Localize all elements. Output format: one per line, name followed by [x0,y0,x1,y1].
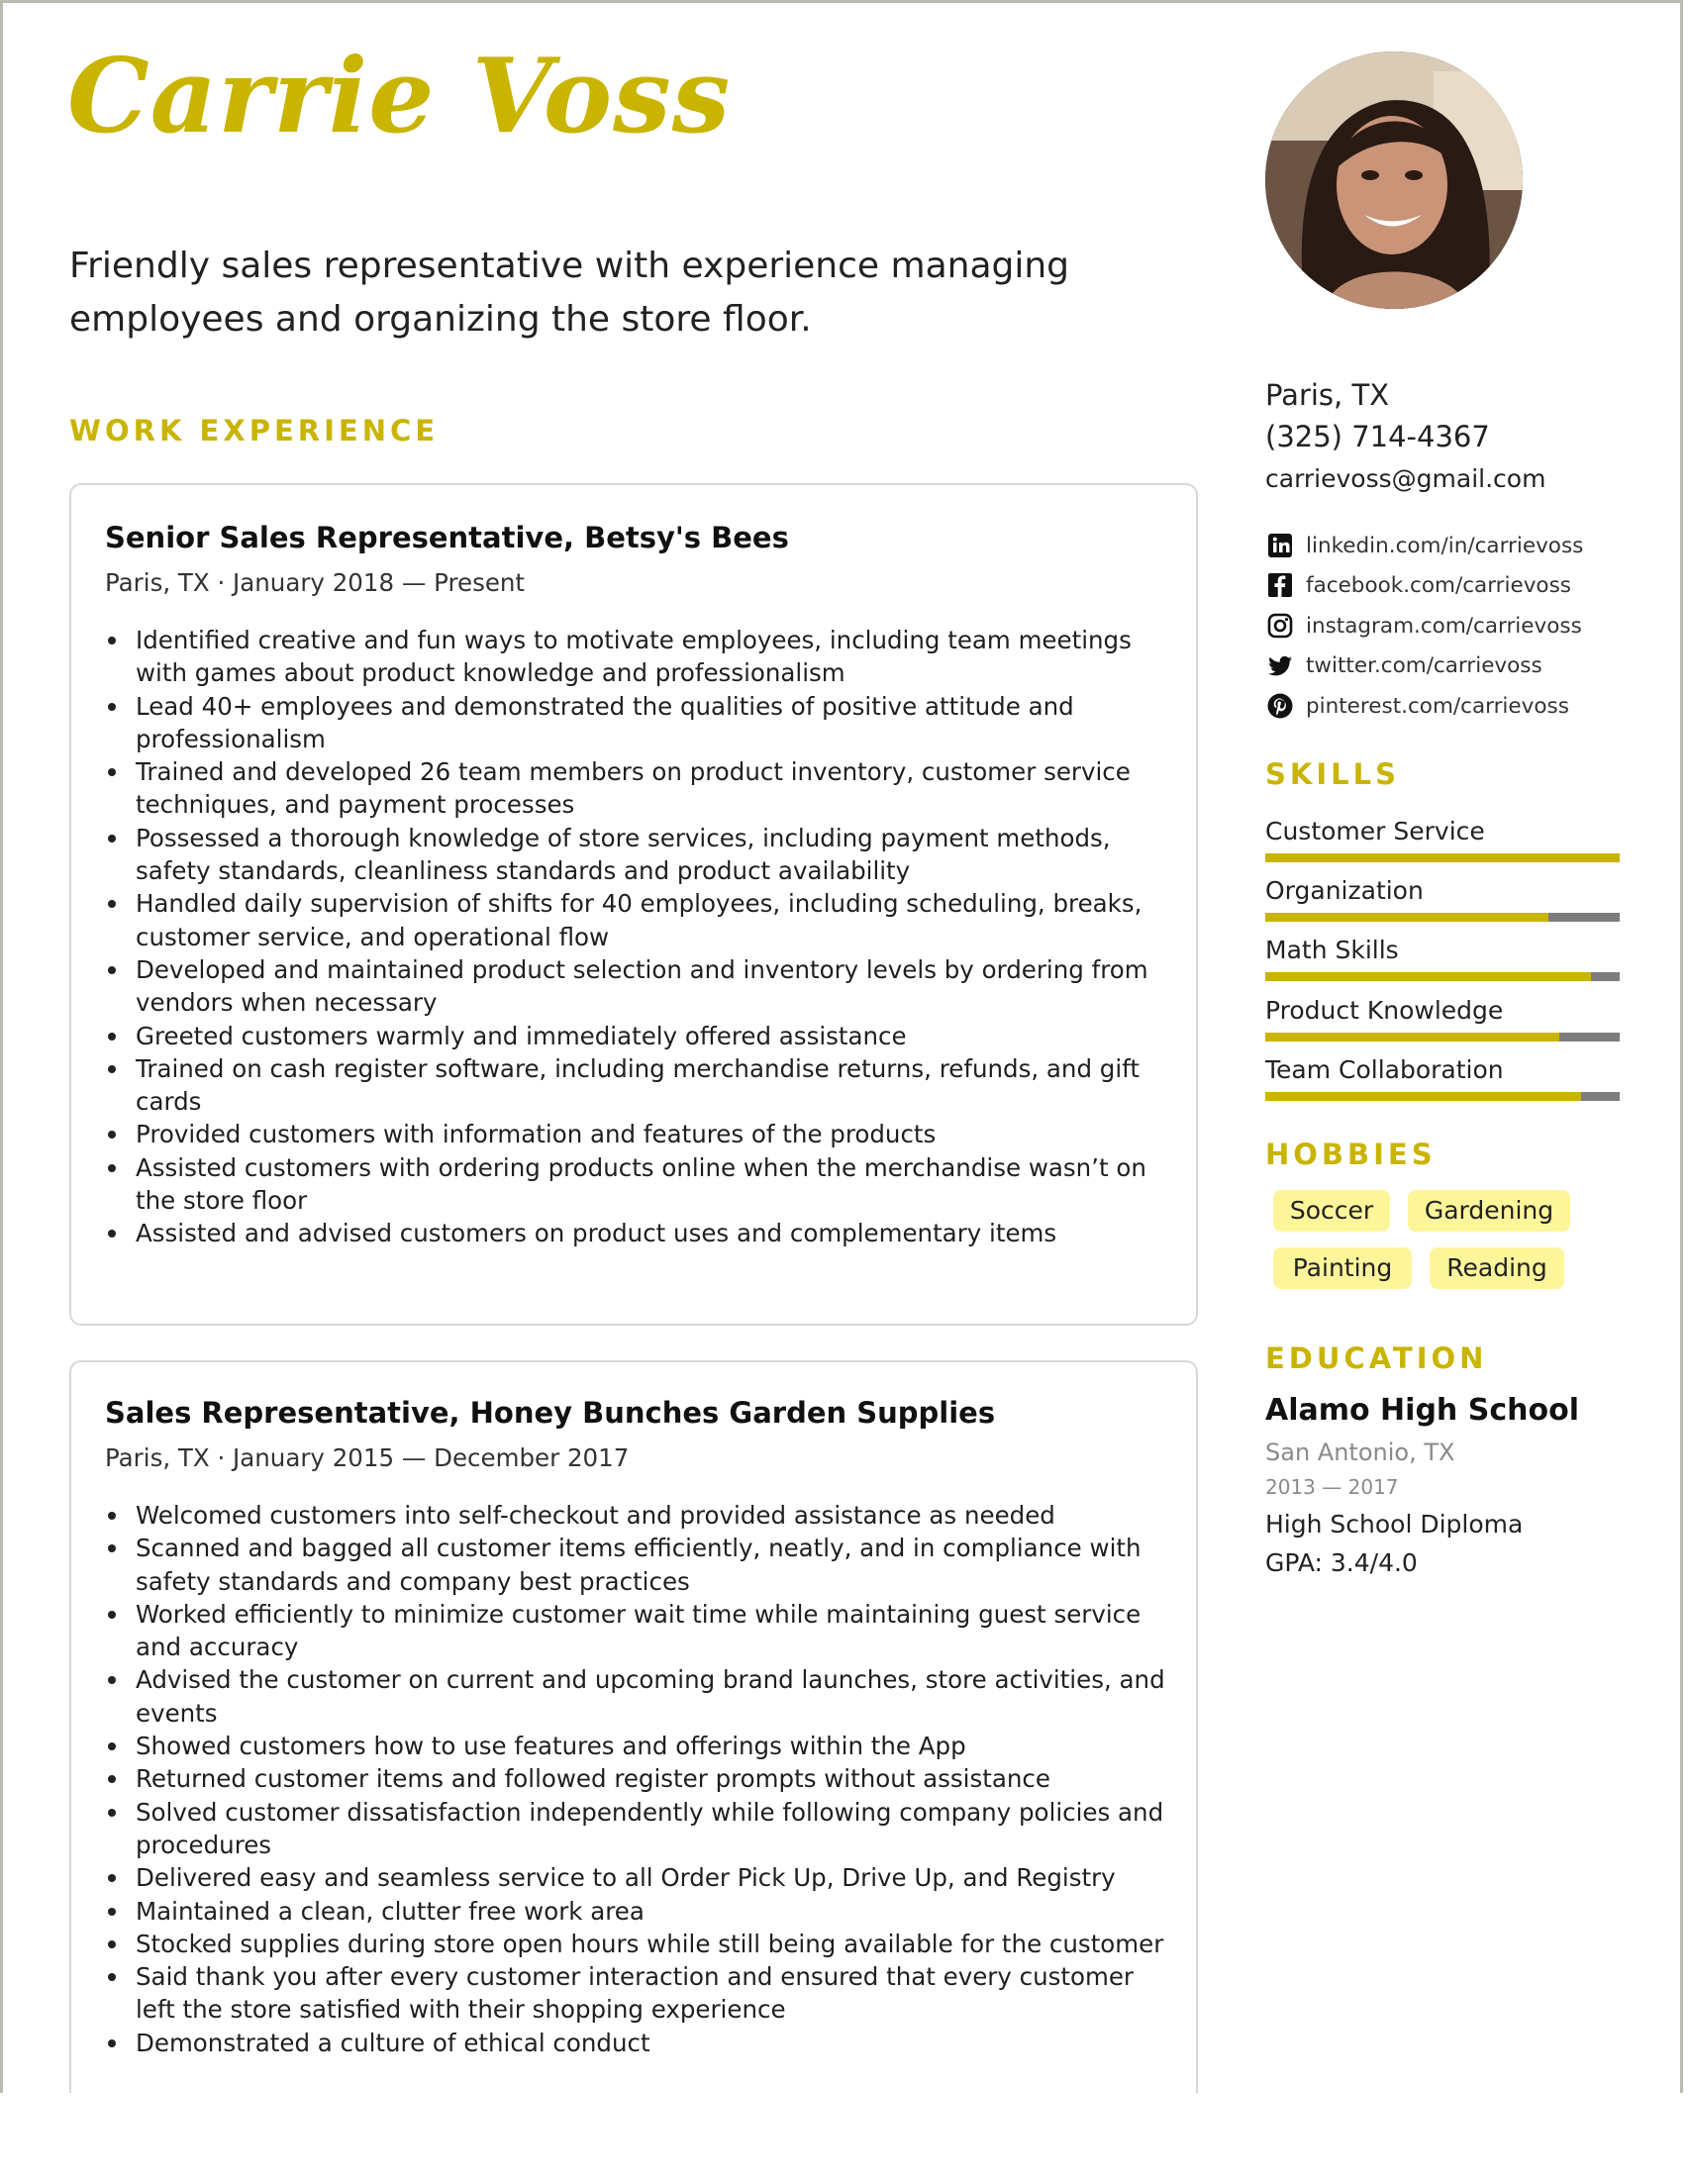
skill-label: Organization [1265,876,1424,905]
job-bullet: Lead 40+ employees and demonstrated the qualities of positive attitude and professionalism [105,690,1166,756]
skill-bar [1265,853,1620,862]
section-title-hobbies: HOBBIES [1265,1138,1437,1171]
facebook-icon [1265,570,1295,600]
education-gpa: GPA: 3.4/4.0 [1265,1548,1418,1577]
contact-phone: (325) 714-4367 [1265,420,1490,453]
job-bullet: Worked efficiently to minimize customer wait time while maintaining guest service and accuracy [105,1598,1166,1664]
skill-bar [1265,1033,1620,1042]
job-title: Sales Representative, Honey Bunches Garden Supplies [105,1396,996,1430]
twitter-icon [1265,650,1295,680]
skill-label: Math Skills [1265,936,1399,964]
job-bullet: Showed customers how to use features and offerings within the App [105,1730,1166,1762]
job-card-1 [69,483,1198,1326]
education-school: Alamo High School [1265,1393,1579,1428]
summary-text: Friendly sales representative with experience managing employees and organizing the store floor. [69,246,1070,340]
job-bullet: Scanned and bagged all customer items efficiently, neatly, and in compliance with safety standards and company best practices [105,1532,1166,1598]
job-bullet: Delivered easy and seamless service to all Order Pick Up, Drive Up, and Registry [105,1861,1166,1894]
social-link-text: linkedin.com/in/carrievoss [1306,534,1584,558]
section-title-education: EDUCATION [1265,1341,1488,1375]
section-title-work-experience: WORK EXPERIENCE [69,414,440,447]
skill-bar [1265,913,1620,922]
skill-fill [1265,1033,1559,1042]
job-bullet: Developed and maintained product selection and inventory levels by ordering from vendors when necessary [105,953,1166,1020]
job-bullet: Assisted and advised customers on product uses and complementary items [105,1217,1166,1249]
skill-bar [1265,972,1620,981]
skill-label: Team Collaboration [1265,1055,1504,1084]
skill-bar [1265,1092,1620,1101]
job-bullet: Provided customers with information and features of the products [105,1118,1166,1150]
job-bullet: Possessed a thorough knowledge of store services, including payment methods, safety standards, cleanliness standards and product availability [105,822,1166,888]
job-bullet: Handled daily supervision of shifts for 40 employees, including scheduling, breaks, customer service, and operational flow [105,887,1166,953]
job-bullet: Said thank you after every customer interaction and ensured that every customer left the store satisfied with their shopping experience [105,1960,1166,2027]
profile-photo-image [1265,51,1523,309]
job-bullets [105,624,1166,1250]
pinterest-icon [1265,691,1295,721]
profile-photo [1265,51,1523,309]
job-bullet: Trained on cash register software, including merchandise returns, refunds, and gift cards [105,1052,1166,1119]
skill-label: Customer Service [1265,817,1485,845]
job-meta: Paris, TX · January 2018 — Present [105,568,526,597]
job-bullet: Advised the customer on current and upcoming brand launches, store activities, and events [105,1663,1166,1730]
job-bullet: Identified creative and fun ways to motivate employees, including team meetings with games about product knowledge and professionalism [105,624,1166,690]
skill-fill [1265,913,1548,922]
job-bullet: Welcomed customers into self-checkout and provided assistance as needed [105,1499,1166,1532]
job-meta: Paris, TX · January 2015 — December 2017 [105,1443,630,1472]
job-card-2 [69,1360,1198,2152]
job-bullet: Returned customer items and followed register prompts without assistance [105,1762,1166,1795]
skill-fill [1265,972,1591,981]
social-link-text: facebook.com/carrievoss [1306,573,1571,598]
linkedin-icon [1265,531,1295,560]
education-location: San Antonio, TX [1265,1439,1455,1466]
job-bullet: Solved customer dissatisfaction independently while following company policies and procedures [105,1796,1166,1862]
job-bullet: Greeted customers warmly and immediately offered assistance [105,1020,1166,1052]
education-years: 2013 — 2017 [1265,1475,1399,1499]
skill-fill [1265,853,1620,862]
job-bullet: Trained and developed 26 team members on product inventory, customer service techniques, and payment processes [105,755,1166,822]
job-bullets [105,1499,1166,2059]
page-bottom-mask [0,2093,1683,2178]
job-bullet: Maintained a clean, clutter free work area [105,1895,1166,1928]
job-title: Senior Sales Representative, Betsy's Bees [105,521,789,554]
hobby-chip: Reading [1430,1247,1564,1289]
candidate-name: Carrie Voss [67,35,732,156]
education-degree: High School Diploma [1265,1510,1524,1539]
job-bullet: Stocked supplies during store open hours while still being available for the customer [105,1928,1166,1960]
job-bullet: Demonstrated a culture of ethical conduct [105,2027,1166,2059]
skill-fill [1265,1092,1581,1101]
job-bullet: Assisted customers with ordering products online when the merchandise wasn’t on the store floor [105,1151,1166,1218]
section-title-skills: SKILLS [1265,757,1400,791]
contact-location: Paris, TX [1265,378,1390,412]
skill-label: Product Knowledge [1265,996,1504,1025]
instagram-icon [1265,611,1295,641]
social-link-text: twitter.com/carrievoss [1306,653,1542,678]
social-link-text: pinterest.com/carrievoss [1306,694,1569,719]
hobby-chip: Gardening [1408,1190,1570,1232]
contact-email[interactable]: carrievoss@gmail.com [1265,464,1546,493]
hobby-chip: Soccer [1273,1190,1390,1232]
social-link-text: instagram.com/carrievoss [1306,614,1582,639]
hobby-chip: Painting [1273,1247,1412,1289]
